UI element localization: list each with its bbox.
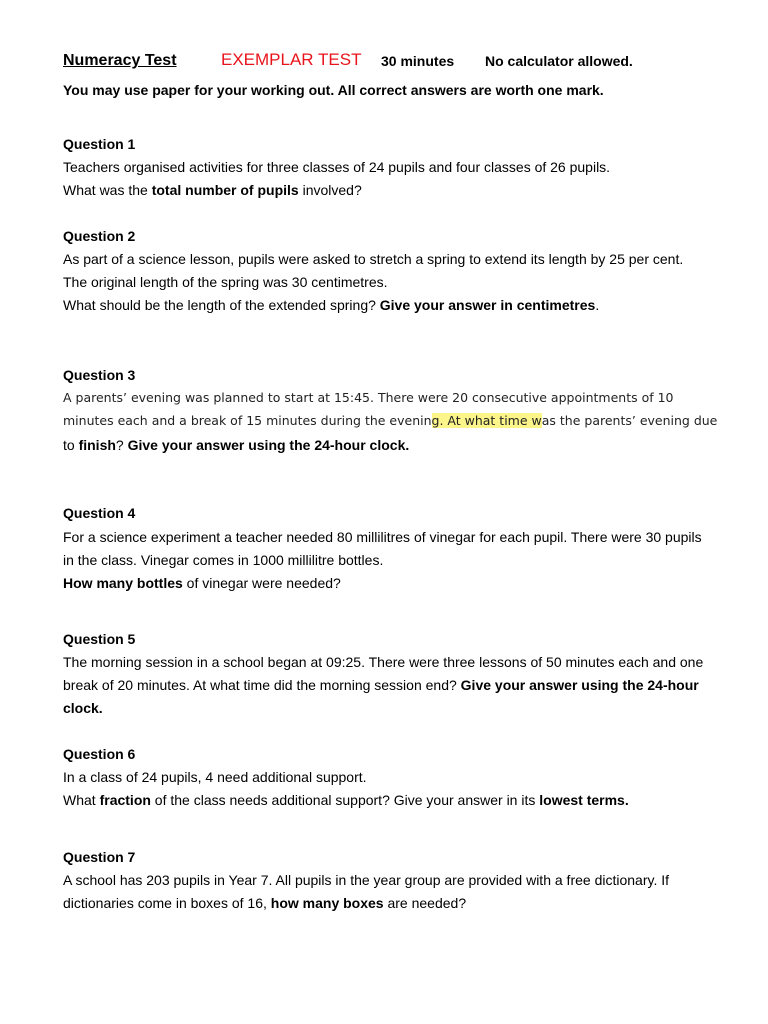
test-title: Numeracy Test xyxy=(63,52,177,69)
q7-text: dictionaries come in boxes of 16, xyxy=(63,895,271,911)
q6-lowest-terms: lowest terms. xyxy=(539,792,629,808)
q6-text: What xyxy=(63,792,100,808)
q5-emphasis: Give your answer using the 24-hour xyxy=(460,677,699,693)
question-5-heading: Question 5 xyxy=(63,631,136,647)
q2-text: What should be the length of the extended spring? xyxy=(63,297,380,313)
question-2-line-2: The original length of the spring was 30 centimetres. xyxy=(63,274,388,290)
intro-instructions: You may use paper for your working out. All correct answers are worth one mark. xyxy=(63,82,604,98)
duration-label: 30 minutes xyxy=(381,53,455,69)
question-3-line-3 xyxy=(63,437,409,453)
q3-finish: finish xyxy=(78,437,116,453)
question-3-line-1: A parents’ evening was planned to start at 15:45. There were 20 consecutive appointments of 10 xyxy=(63,390,674,405)
question-5-line-3: clock. xyxy=(63,700,103,716)
question-2-line-1: As part of a science lesson, pupils were asked to stretch a spring to extend its length by 25 per cent. xyxy=(63,251,684,267)
question-1-line-1: Teachers organised activities for three classes of 24 pupils and four classes of 26 pupils. xyxy=(63,159,611,175)
question-6-heading: Question 6 xyxy=(63,746,136,762)
question-4-heading: Question 4 xyxy=(63,505,136,521)
q6-text-mid: of the class needs additional support? Give your answer in its xyxy=(150,792,540,808)
question-4-line-1: For a science experiment a teacher needed 80 millilitres of vinegar for each pupil. There were 30 pupils xyxy=(63,529,702,545)
question-2-line-3 xyxy=(63,297,599,313)
q1-text-end: involved? xyxy=(298,182,362,198)
question-7-line-1: A school has 203 pupils in Year 7. All pupils in the year group are provided with a free dictionary. If xyxy=(63,872,669,888)
q3-to: to xyxy=(63,437,79,453)
question-3-heading: Question 3 xyxy=(63,367,136,383)
q2-text-end: . xyxy=(595,297,600,313)
q7-text-end: are needed? xyxy=(383,895,467,911)
q5-text: break of 20 minutes. At what time did the morning session end? xyxy=(63,677,461,693)
exemplar-label: EXEMPLAR TEST xyxy=(221,50,362,69)
question-1-heading: Question 1 xyxy=(63,136,136,152)
question-7-heading: Question 7 xyxy=(63,849,136,865)
q3-emphasis: Give your answer using the 24-hour clock. xyxy=(127,437,410,453)
calculator-notice: No calculator allowed. xyxy=(485,53,633,69)
q7-emphasis: how many boxes xyxy=(270,895,384,911)
q1-emphasis: total number of pupils xyxy=(151,182,299,198)
question-3-line-2 xyxy=(63,413,717,429)
question-5-line-1: The morning session in a school began at 09:25. There were three lessons of 50 minutes each and one xyxy=(63,654,704,670)
q3-highlighted-text: g. At what time w xyxy=(431,413,542,428)
question-4-line-2: in the class. Vinegar comes in 1000 millilitre bottles. xyxy=(63,552,384,568)
question-2-heading: Question 2 xyxy=(63,228,136,244)
q6-fraction: fraction xyxy=(99,792,151,808)
q4-emphasis: How many bottles xyxy=(63,575,183,591)
q3-text-end: as the parents’ evening due xyxy=(541,413,718,428)
q1-text: What was the xyxy=(63,182,152,198)
q3-text: minutes each and a break of 15 minutes during the evenin xyxy=(63,413,432,428)
q3-question-mark: ? xyxy=(115,437,128,453)
question-5-line-2 xyxy=(63,677,699,693)
q4-text-end: of vinegar were needed? xyxy=(182,575,341,591)
question-6-line-1: In a class of 24 pupils, 4 need additional support. xyxy=(63,769,367,785)
question-7-line-2 xyxy=(63,895,466,911)
question-4-line-3 xyxy=(63,575,341,591)
question-6-line-2 xyxy=(63,792,629,808)
q2-emphasis: Give your answer in centimetres xyxy=(379,297,596,313)
question-1-line-2 xyxy=(63,182,362,198)
